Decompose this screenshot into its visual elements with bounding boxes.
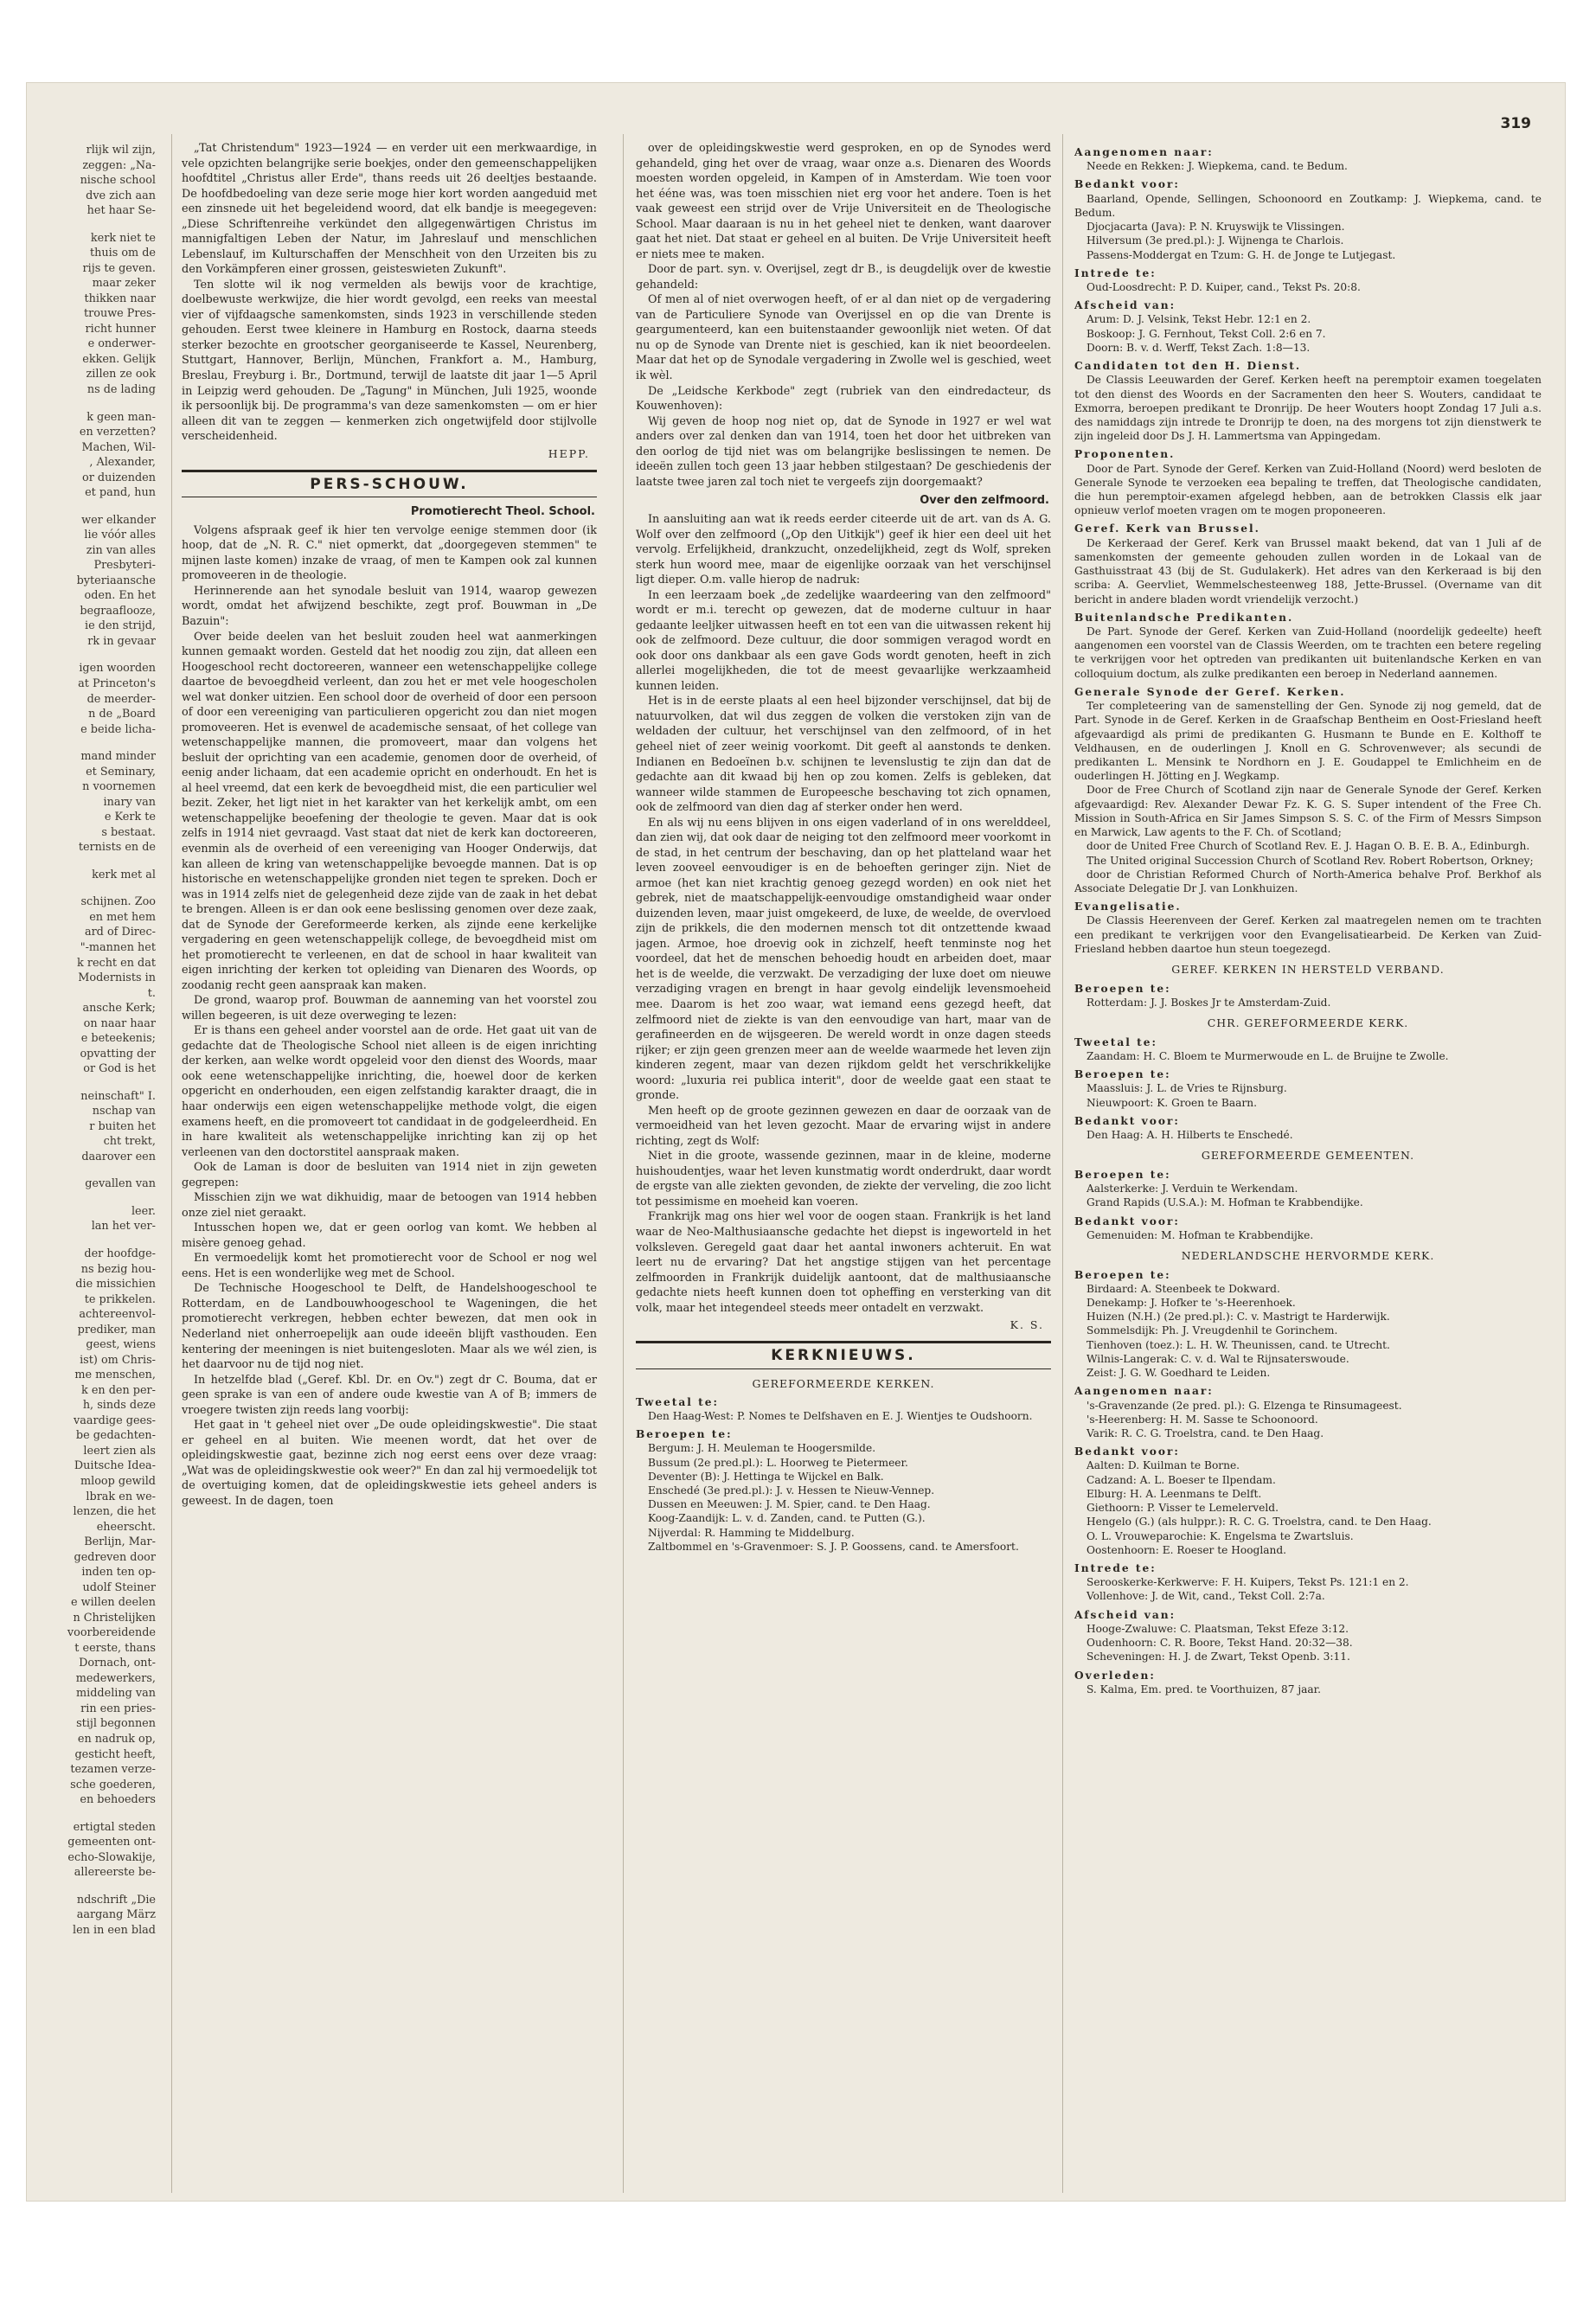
entry: Wilnis-Langerak: C. v. d. Wal te Rijnsaterswoude.	[1086, 1352, 1349, 1365]
margin-fragment: be gedachten-	[75, 1429, 156, 1443]
margin-fragment	[26, 1192, 156, 1204]
margin-fragment: lbrak en we-	[86, 1490, 156, 1503]
label-bedankt: Bedankt voor:	[1074, 1445, 1180, 1458]
margin-fragment: ertigtal steden	[73, 1820, 156, 1834]
margin-fragment: Duitsche Idea-	[74, 1459, 156, 1473]
margin-fragment	[26, 856, 156, 868]
margin-fragment: , Alexander,	[89, 456, 156, 470]
margin-fragment	[26, 1077, 156, 1089]
margin-fragment	[26, 1808, 156, 1820]
margin-fragment: nische school	[80, 174, 156, 188]
paragraph: Niet in die groote, wassende gezinnen, maar in de kleine, moderne huishoudentjes, waar het leven kunstmatig wordt onderdrukt, daar wordt de ergste van alle ziekten gevonden, de ziekte der verveling, die zoo licht tot pessimisme en moeheid kan voeren.	[636, 1150, 1051, 1208]
paragraph: De grond, waarop prof. Bouwman de aanneming van het voorstel zou willen begeeren, is uit deze overweging te lezen:	[182, 994, 597, 1022]
margin-fragment: thikken naar	[84, 292, 156, 305]
paragraph: De Technische Hoogeschool te Delft, de Handelshoogeschool te Rotterdam, en de Landbouwhoogeschool te Wageningen, die het promotierecht verkregen, hebben echter bewezen, dat men ook in Nederland niet onherroepelijk aan oude ideeën blijft vasthouden. Een kentering der meeningen is niet buitengesloten. Maar als we wél zien, is het daarvoor nu de tijd nog niet.	[182, 1282, 597, 1372]
margin-fragment: or God is het	[83, 1062, 156, 1076]
entry: Zeist: J. G. W. Goedhard te Leiden.	[1086, 1367, 1271, 1380]
margin-fragment: tezamen verze-	[70, 1763, 156, 1777]
margin-fragment: sche goederen,	[70, 1778, 156, 1791]
margin-fragment: echo-Slowakije,	[67, 1850, 156, 1864]
entry: Zaandam: H. C. Bloem te Murmerwoude en L. de Bruijne te Zwolle.	[1086, 1049, 1449, 1062]
margin-fragment: e beteekenis;	[80, 1032, 156, 1046]
margin-fragment: aargang März	[76, 1908, 156, 1922]
margin-fragment: prediker, man	[77, 1323, 156, 1336]
margin-fragment: stijl begonnen	[76, 1717, 156, 1731]
margin-fragment: vaardige gees-	[74, 1413, 156, 1427]
margin-fragment: h, sinds deze	[82, 1399, 156, 1413]
label-evangelisatie: Evangelisatie.	[1074, 901, 1182, 913]
entry: Giethoorn: P. Visser te Lemelerveld.	[1086, 1502, 1279, 1515]
margin-fragment: zin van alles	[86, 543, 156, 557]
margin-fragment	[26, 649, 156, 661]
entry: 's-Heerenberg: H. M. Sasse te Schoonoord.	[1086, 1413, 1318, 1426]
notice: Ter completeering van de samenstelling der Gen. Synode zij nog gemeld, dat de Part. Synode in de Geref. Kerken in de Graafschap Bentheim en Oost-Friesland heeft afgevaardigd als primi de predikanten G. Husmann te Bunde en E. Kolthoff te Veldhausen, en de ouderlingen J. Knoll en G. Schrovenwever; als secundi de predikanten L. Mensink te Nordhorn en J. E. Goudappel te Emlichheim en de ouderlingen H. Jötting en J. Wegkamp.	[1074, 700, 1542, 783]
margin-fragment: at Princeton's	[78, 677, 156, 690]
entry: Denekamp: J. Hofker te 's-Heerenhoek.	[1086, 1297, 1296, 1310]
entry: Serooskerke-Kerkwerve: F. H. Kuipers, Tekst Ps. 121:1 en 2.	[1086, 1576, 1409, 1589]
nhk-aangenomen-list	[1074, 1399, 1542, 1441]
margin-fragment: dve zich aan	[86, 189, 156, 202]
column-2	[636, 82, 1051, 2202]
article-continuation	[636, 141, 1051, 490]
margin-fragment: et pand, hun	[85, 486, 156, 500]
label-intrede: Intrede te:	[1074, 1561, 1157, 1574]
entry: Rotterdam: J. J. Boskes Jr te Amsterdam-Zuid.	[1086, 996, 1331, 1009]
margin-fragment: k recht en dat	[77, 956, 156, 970]
paragraph: En als wij nu eens blijven in ons eigen vaderland of in ons werelddeel, dan zien wij, dat ook daar de neiging tot den zelfmoord meer voorkomt in de stad, in het centrum der beschaving, dan op het platteland waar het leven zooveel eenvoudiger is en de behoeften geringer zijn. Niet de armoe (het kan niet krachtig genoeg gezegd worden) en ook niet het gebrek, niet de maatschappelijk-eenvoudige omstandigheid waar onder duizenden leven, maar juist omgekeerd, de luxe, de weelde, de overvloed zijn de prikkels, die den modernen mensch tot dit ontzettende kwaad jagen. Armoe, hoe droevig ook in zichzelf, heeft tenminste nog het voordeel, dat het de menschen behoedig houdt en arbeiden doet, maar het is de weelde, die verzwakt. De verzadiging der luxe doet om nieuwe verzadiging vragen en brengt in haar gevolg eindelijk levensmoeheid mee. Daarom is het zoo waar, wat iemand eens gezegd heeft, dat zelfmoord niet de ziekte is van den eenvoudige van hart, maar van de gerafineerden en de wijsgeeren. De wereld wordt in onze dagen steeds rijker; er zijn geen grenzen meer aan de weelde waarmede het leven zijn kinderen zegent, maar van dezen rijkdom geldt het verschrikkelijke woord: „luxuria rei publica interit", door de weelde gaat een staat te gronde.	[636, 816, 1051, 1103]
newspaper-page	[26, 82, 1566, 2202]
label-buitenlandsche: Buitenlandsche Predikanten.	[1074, 611, 1294, 624]
paragraph: Het gaat in 't geheel niet over „De oude opleidingskwestie". Die staat er geheel en al buiten. Wie meenen wordt, dat het over de opleidingskwestie gaat, bezinne zich nog eerst eens over deze vraag: „Wat was de opleidingskwestie ook weer?" En dan zal hij vermoedelijk tot de overtuiging komen, dat de opleidingskwestie iets geheel anders is geweest. In de dagen, toen	[182, 1419, 597, 1508]
label-tweetal: Tweetal te:	[1074, 1035, 1158, 1048]
label-candidaten: Candidaten tot den H. Dienst.	[1074, 360, 1302, 373]
margin-fragment: het haar Se-	[87, 204, 156, 218]
paragraph: Frankrijk mag ons hier wel voor de oogen staan. Frankrijk is het land waar de Neo-Malthusiaansche gedachte het diepst is ingeworteld in het volksleven. Geregeld gaat daar het aantal inwoners achteruit. En wat leert nu de ervaring? Dat het angstige stijgen van het percentage zelfmoorden in Frankrijk duidelijk aantoont, dat de malthusiaansche gedachte niets heeft kunnen doen tot opheffing en versterking van dit volk, maar het integendeel steeds meer ontadelt en verzwakt.	[636, 1210, 1051, 1315]
margin-fragment: geest, wiens	[86, 1338, 156, 1352]
entry: Neede en Rekken: J. Wiepkema, cand. te Bedum.	[1086, 160, 1348, 173]
margin-fragment: schijnen. Zoo	[80, 895, 156, 909]
label-afscheid: Afscheid van:	[1074, 299, 1176, 312]
label-generale-synode: Generale Synode der Geref. Kerken.	[1074, 685, 1346, 698]
margin-fragment: gedreven door	[74, 1550, 156, 1564]
entry: Maassluis: J. L. de Vries te Rijnsburg.	[1086, 1082, 1287, 1095]
margin-fragment: opvatting der	[80, 1047, 156, 1061]
label-proponenten: Proponenten.	[1074, 448, 1176, 461]
beroepen-list	[636, 1441, 1051, 1554]
margin-fragment: ist) om Chris-	[80, 1353, 156, 1367]
entry: Arum: D. J. Velsink, Tekst Hebr. 12:1 en 2.	[1086, 313, 1311, 326]
margin-fragment: ndschrift „Die	[76, 1893, 156, 1907]
label-aangenomen: Aangenomen naar:	[1074, 1385, 1214, 1398]
entry: Aalten: D. Kuilman te Borne.	[1086, 1459, 1240, 1472]
margin-fragment: on naar haar	[83, 1016, 156, 1030]
heading-chr-geref-kerk: CHR. GEREFORMEERDE KERK.	[1207, 1016, 1409, 1030]
margin-fragment: k en den per-	[81, 1383, 156, 1397]
nhk-afscheid-list	[1074, 1622, 1542, 1664]
margin-fragment: t.	[147, 986, 156, 1000]
heading-ned-herv-kerk: NEDERLANDSCHE HERVORMDE KERK.	[1181, 1248, 1435, 1262]
paragraph: Er is thans een geheel ander voorstel aan de orde. Het gaat uit van de gedachte dat de Theologische School niet alleen is de eigen inrichting der kerken, aan welke wordt opgeleid voor den dienst des Woords, maar ook eene wetenschappelijke inrichting, die, hoewel door de kerken opgericht en onderhouden, een eigen zelfstandig karakter draagt, die in haar onderwijs een eigen wetenschappelijke methode volgt, die eigen examens heeft, en die promoveert tot candidaat in de godgeleerdheid. En in hare kwaliteit als wetenschappelijke inrichting kan zij op het verleenen van den doctorstitel aanspraak maken.	[182, 1024, 597, 1159]
paragraph: over de opleidingskwestie werd gesproken, en op de Synodes werd gehandeld, ging het over de vraag, waar onze a.s. Dienaren des Woords moesten worden opgeleid, in Kampen of in Amsterdam. Wie toen voor het ééne was, was toen misschien niet erg voor het andere. Toen is het vaak geweest een strijd over de Vrije Universiteit en de Theologische School. Maar daaraan is nu in het geheel niet te denken, want daarover gaat het niet. Dat staat er geheel en al buiten. De Vrije Universiteit heeft er niets mee te maken.	[636, 142, 1051, 261]
margin-fragment: rin een pries-	[80, 1702, 156, 1715]
label-beroepen: Beroepen te:	[1074, 1268, 1171, 1281]
margin-fragment: leer.	[131, 1204, 156, 1218]
margin-fragment: inden ten op-	[81, 1566, 156, 1580]
paragraph: Herinnerende aan het synodale besluit van 1914, waarop gewezen wordt, omdat het afwijzend beschikte, zegt prof. Bouwman in „De Bazuin":	[182, 584, 597, 629]
notice: De Part. Synode der Geref. Kerken van Zuid-Holland (noordelijk gedeelte) heeft aangenomen een voorstel van de Classis Weerden, om te trachten een betere regeling te verkrijgen voor het optreden van predikanten uit buitenlandsche Kerken en van colloquium doctum, als zulke predikanten een beroep in Nederland aannemen.	[1074, 625, 1542, 680]
article-continuation	[182, 141, 597, 445]
margin-fragment: eheerscht.	[96, 1520, 156, 1534]
margin-fragment: igen woorden	[79, 662, 156, 676]
label-beroepen: Beroepen te:	[1074, 1168, 1171, 1181]
label-bedankt: Bedankt voor:	[1074, 1215, 1180, 1227]
margin-fragment: e Kerk te	[104, 811, 156, 824]
column-1	[182, 82, 597, 2202]
notice: De Classis Leeuwarden der Geref. Kerken heeft na peremptoir examen toegelaten tot den dienst des Woords en der Sacramenten den heer S. Wouters, candidaat te Exmorra, beroepen predikant te Dronrijp. De heer Wouters hoopt Zondag 17 Juli a.s. des namiddags zijn intrede te Dronrijp te doen, na des morgens tot zijn dienstwerk te zijn ingeleid door Ds J. H. Lammertsma van Appingedam.	[1074, 374, 1542, 443]
margin-fragment: rlijk wil zijn,	[86, 144, 156, 157]
notice: Door de Part. Synode der Geref. Kerken van Zuid-Holland (Noord) werd besloten de Generale Synode te verzoeken eea bepaling te treffen, dat Theologische candidaten, die hun peremptoir-examen afgelegd hebben, aan de betrokken Classis elk jaar opnieuw verlof moeten vragen om te mogen proponeeren.	[1074, 462, 1542, 517]
entry: Hengelo (G.) (als hulppr.): R. C. G. Troelstra, cand. te Den Haag.	[1086, 1516, 1432, 1529]
gem-beroepen-list	[1074, 1182, 1542, 1209]
margin-fragment	[26, 398, 156, 410]
entry: Den Haag: A. H. Hilberts te Enschedé.	[1086, 1129, 1293, 1142]
entry: Aalsterkerke: J. Verduin te Werkendam.	[1086, 1183, 1298, 1195]
notice: The United original Succession Church of Scotland Rev. Robert Robertson, Orkney;	[1086, 854, 1534, 867]
article-body-zelfmoord	[636, 512, 1051, 1316]
margin-fragment: neinschaft" I.	[80, 1089, 156, 1103]
margin-fragment: or duizenden	[82, 471, 156, 484]
margin-fragment: Presbyteri-	[93, 559, 156, 573]
entry: Oostenhoorn: E. Roeser te Hoogland.	[1086, 1543, 1287, 1556]
paragraph: Wij geven de hoop nog niet op, dat de Synode in 1927 er wel wat anders over zal denken dan van 1914, toen het door het uitbreken van den oorlog de tijd niet was om belangrijke beslissingen te nemen. De ideeën zullen toch geen 13 jaar hebben stilgestaan? De geschiedenis der laatste twee jaren zal toch niet te vergeefs zijn doorgemaakt?	[636, 414, 1051, 489]
label-aangenomen: Aangenomen naar:	[1074, 146, 1214, 158]
margin-fragment	[26, 501, 156, 513]
section-title-pers-schouw: PERS-SCHOUW.	[182, 470, 597, 497]
entry: 's-Gravenzande (2e pred. pl.): G. Elzenga te Rinsumageest.	[1086, 1399, 1402, 1412]
margin-fragment: oden. En het	[84, 589, 156, 603]
paragraph: En vermoedelijk komt het promotierecht voor de School er nog wel eens. Het is een wonderlijke weg met de School.	[182, 1252, 597, 1280]
paragraph: Ook de Laman is door de besluiten van 1914 niet in zijn geweten gegrepen:	[182, 1161, 597, 1189]
entry: Vollenhove: J. de Wit, cand., Tekst Coll. 2:7a.	[1086, 1590, 1325, 1603]
margin-fragment: byteriaansche	[76, 574, 156, 587]
margin-fragment: en met hem	[89, 910, 156, 924]
margin-fragment: e willen deelen	[70, 1596, 156, 1610]
margin-fragment: zillen ze ook	[86, 368, 156, 381]
paragraph: Over beide deelen van het besluit zouden heel wat aanmerkingen kunnen gemaakt worden. Gesteld dat het noodig zou zijn, dat alleen een Hoogeschool recht doctoreeren, wanneer een wetenschappelijke college daartoe de bevoegdheid verleent, dan zou het er met vele hoogescholen wel wat donker uitzien. Een school door de overheid of door een persoon of door een vereeniging van particulieren opgericht zou dan niet mogen promoveeren. Het is evenwel de academische sensaat, of het college van wetenschappelijke mannen, die promoveert, maar dan volgens het besluit der oprichting van een academie, genomen door de overheid, of eenig ander lichaam, dat een academie opricht en onderhoudt. En het is al heel vreemd, dat een kerk de bevoegdheid mist, die een particulier wel bezit. Zeker, het ligt niet in het karakter van het kerkelijk ambt, om een wetenschappelijke beoefening der theologie te geven. Maar dat is ook zelfs in 1914 niet gevraagd. Vast staat dat niet de kerk kan doctoreeren, evenmin als de overheid of een vereeniging van Hooger Onderwijs, dat kan alleen de kring van wetenschappelijke bevoegde mannen. Dat is op historische en wetenschappelijke gronden niet tegen te spreken. Doch er was in 1914 zelfs niet de gelegenheid deze zijde van de zaak in het debat te brengen. Alleen is er dan ook eene beslissing genomen over deze zaak, dat de Synode der Gereformeerde kerken, als zijnde eene kerkelijke vergadering en geen wetenschappelijk college, de bevoegdheid mist om het promotierecht te verleenen, en dat de school in haar kwaliteit van eigen inrichting der kerken tot opleiding van Dienaren des Woords, op zoodanig recht geen aanspraak kan maken.	[182, 630, 597, 992]
column-rule	[1062, 134, 1063, 2193]
margin-fragment: me menschen,	[74, 1368, 156, 1382]
margin-fragment: Modernists in	[78, 971, 156, 985]
paragraph: Men heeft op de groote gezinnen gewezen en daar de oorzaak van de vermoeidheid van het leven gezocht. Maar de ervaring wijst in andere richting, zegt ds Wolf:	[636, 1104, 1051, 1148]
margin-fragment: voorbereidende	[67, 1626, 156, 1640]
notice: De Kerkeraad der Geref. Kerk van Brussel maakt bekend, dat van 1 Juli af de samenkomsten der gemeente gehouden zullen worden in de Lokaal van de Gasthuisstraat 43 (bij de St. Gudulakerk). Het adres van den Kerkeraad is bij den scriba: A. Geervliet, Wemmelschesteenweg 188, Jette-Brussel. (Overname van dit bericht in andere bladen wordt vriendelijk verzocht.)	[1074, 536, 1542, 606]
entry: O. L. Vrouweparochie: K. Engelsma te Zwartsluis.	[1086, 1529, 1354, 1542]
label-tweetal: Tweetal te:	[636, 1395, 720, 1408]
margin-fragment: maar zeker	[92, 277, 156, 291]
margin-fragment: e onderwer-	[87, 337, 156, 351]
paragraph: Den Haag-West: P. Nomes te Delfshaven en E. J. Wientjes te Oudshoorn.	[648, 1409, 1033, 1422]
margin-fragment: Berlijn, Mar-	[84, 1535, 156, 1549]
paragraph: Het is in de eerste plaats al een heel bijzonder verschijnsel, dat bij de natuurvolken, dat wil dus zeggen de volken die verstoken zijn van de weldaden der cultuur, het verschijnsel van den zelfmoord, of in het geheel niet of zeer weinig voorkomt. Dit geeft al aanstonds te denken. Indianen en Bedoeïnen b.v. schijnen te levenslustig te zijn dan dat de gedachte aan dit kwaad bij hen op zou komen. Zelfs is gebleken, dat wanneer wilde stammen de Europeesche beschaving tot zich opnamen, ook de zelfmoord van dien dag af sterker onder hen werd.	[636, 695, 1051, 815]
entry: S. Kalma, Em. pred. te Voorthuizen, 87 jaar.	[1086, 1682, 1322, 1695]
margin-fragment: len in een blad	[73, 1923, 156, 1937]
margin-fragment: achtereenvol-	[79, 1308, 156, 1322]
entry: Huizen (N.H.) (2e pred.pl.): C. v. Mastrigt te Harderwijk.	[1086, 1311, 1390, 1324]
column-rule	[171, 134, 172, 2193]
paragraph: Door de part. syn. v. Overijsel, zegt dr B., is deugdelijk over de kwestie gehandeld:	[636, 263, 1051, 292]
margin-fragment: allereerste be-	[74, 1866, 156, 1880]
entry: Hilversum (3e pred.pl.): J. Wijnenga te Charlois.	[1086, 234, 1344, 247]
margin-fragment: mand minder	[80, 750, 156, 764]
margin-fragment: zeggen: „Na-	[82, 158, 156, 172]
margin-fragment: e beide licha-	[80, 722, 156, 736]
nhk-beroepen-list	[1074, 1282, 1542, 1381]
label-intrede: Intrede te:	[1074, 266, 1157, 279]
margin-fragment: inary van	[103, 795, 156, 809]
label-beroepen: Beroepen te:	[1074, 982, 1171, 995]
notice: De Classis Heerenveen der Geref. Kerken zal maatregelen nemen om te trachten een predikant te verkrijgen voor den Evangelisatiearbeid. De Kerken van Zuid-Friesland hebben daartoe hun steun toegezegd.	[1074, 914, 1542, 955]
margin-fragment: kerk niet te	[90, 231, 156, 245]
margin-fragment: Dornach, ont-	[79, 1657, 156, 1670]
entry: Tienhoven (toez.): L. H. W. Theunissen, cand. te Utrecht.	[1086, 1338, 1390, 1351]
entry: Nieuwpoort: K. Groen te Baarn.	[1086, 1096, 1257, 1109]
entry: Doorn: B. v. d. Werff, Tekst Zach. 1:8—13.	[1086, 341, 1311, 354]
margin-fragment: et Seminary,	[86, 765, 156, 779]
entry: Boskoop: J. G. Fernhout, Tekst Coll. 2:6 en 7.	[1086, 327, 1326, 340]
paragraph: Volgens afspraak geef ik hier ten vervolge eenige stemmen door (ik hoop, dat de „N. R. C." niet opmerkt, dat „doorgegeven stemmen" te mijnen laste komen) inzake de vraag, of men te Kampen ook zal kunnen promoveeren in de theologie.	[182, 523, 597, 583]
margin-fragment: en verzetten?	[79, 426, 156, 439]
margin-fragment: wer elkander	[81, 513, 156, 527]
page-number: 319	[1500, 115, 1531, 132]
paragraph: Ten slotte wil ik nog vermelden als bewijs voor de krachtige, doelbewuste werkwijze, die hier wordt gevolgd, een reeks van meestal vier of vijfdaagsche samenkomsten, sinds 1923 in verschillende steden gehouden. Eerst twee kleinere in Hamburg en Rostock, daarna steeds sterker bezochte en grootscher georganiseerde te Kassel, Neurenberg, Stuttgart, Hannover, Berlijn, München, Frankfort a. M., Hamburg, Breslau, Freyburg i. Br., Dortmund, terwijl de laatste dit jaar 1—5 April in Leipzig werd gehouden. De „Tagung" in München, Juli 1925, woonde ik persoonlijk bij. De programma's van deze samenkomsten — om er hier alleen dit van te zeggen — kenmerken zich ongetwijfeld door stijlvolle verscheidenheid.	[182, 278, 597, 444]
paragraph: Misschien zijn we wat dikhuidig, maar de betoogen van 1914 hebben onze ziel niet geraakt.	[182, 1191, 597, 1220]
margin-fragment: mloop gewild	[80, 1474, 156, 1488]
column-rule	[623, 134, 624, 2193]
entry: Birdaard: A. Steenbeek te Dokward.	[1086, 1282, 1280, 1295]
label-beroepen: Beroepen te:	[636, 1428, 733, 1441]
margin-fragment: richt hunner	[85, 322, 156, 336]
margin-fragment: der hoofdge-	[84, 1247, 156, 1260]
margin-fragment: leert zien als	[83, 1444, 156, 1458]
chr-beroepen-list	[1074, 1081, 1542, 1109]
paragraph: In een leerzaam boek „de zedelijke waardeering van den zelfmoord" wordt er m.i. terecht op gewezen, dat de moderne cultuur in haar gedaante leeljker uitwassen heeft en tot een van die uitwassen rekent hij ook de zelfmoord. Deze cultuur, die door sommigen veragod wordt en ook door ons dankbaar als een gave Gods wordt genoten, heeft in zich allerlei mogelijkheden, die tot de meest gevaarlijke werkzaamheid kunnen leiden.	[636, 588, 1051, 693]
entry: Grand Rapids (U.S.A.): M. Hofman te Krabbendijke.	[1086, 1196, 1363, 1209]
article-title-promotierecht: Promotierecht Theol. School.	[410, 505, 595, 519]
signature-hepp: HEPP.	[548, 446, 590, 460]
entry: Baarland, Opende, Sellingen, Schoonoord en Zoutkamp: J. Wiepkema, cand. te Bedum.	[1074, 192, 1542, 219]
paragraph: Zaltbommel en 's-Gravenmoer: S. J. P. Goossens, cand. te Amersfoort.	[648, 1540, 1019, 1553]
margin-fragment: n Christelijken	[73, 1611, 156, 1625]
signature-ks: K. S.	[1010, 1318, 1044, 1332]
margin-fragment: rijs te geven.	[82, 261, 156, 275]
margin-fragment: gesticht heeft,	[74, 1747, 156, 1761]
heading-hersteld-verband: GEREF. KERKEN IN HERSTELD VERBAND.	[1171, 963, 1445, 977]
paragraph: Intusschen hopen we, dat er geen oorlog van komt. We hebben al misère genoeg gehad.	[182, 1221, 597, 1250]
margin-fragment: en behoeders	[80, 1793, 156, 1807]
paragraph: Dussen en Meeuwen: J. M. Spier, cand. te Den Haag.	[648, 1498, 931, 1511]
margin-fragment: te prikkelen.	[84, 1292, 156, 1306]
margin-fragment: nschap van	[92, 1105, 156, 1118]
margin-fragment: "-mannen het	[80, 940, 156, 954]
margin-fragment: lan het ver-	[91, 1220, 156, 1234]
entry: Passens-Moddergat en Tzum: G. H. de Jonge te Lutjegast.	[1086, 248, 1396, 261]
nhk-intrede-list	[1074, 1575, 1542, 1603]
margin-fragment: ard of Direc-	[84, 926, 156, 939]
margin-fragment: r buiten het	[89, 1119, 156, 1133]
afscheid-list	[1074, 312, 1542, 355]
margin-fragment: rk in gevaar	[87, 634, 156, 648]
paragraph: Enschedé (3e pred.pl.): J. v. Hessen te Nieuw-Vennep.	[648, 1484, 935, 1497]
margin-fragment: lie vóór alles	[84, 529, 156, 542]
margin-fragment: trouwe Pres-	[84, 307, 156, 321]
paragraph: Koog-Zaandijk: L. v. d. Zanden, cand. te Putten (G.).	[648, 1512, 926, 1525]
margin-fragment: die missichien	[75, 1278, 156, 1292]
margin-fragment: ansche Kerk;	[82, 1002, 156, 1016]
margin-fragment: ekken. Gelijk	[82, 352, 156, 366]
entry: Sommelsdijk: Ph. J. Vreugdenhil te Gorinchem.	[1086, 1324, 1338, 1337]
paragraph: In hetzelfde blad („Geref. Kbl. Dr. en Ov.") zegt dr C. Bouma, dat er geen sprake is van een of andere oude kwestie van A of B; immers de vroegere twisten zijn reeds lang voorbij:	[182, 1373, 597, 1417]
label-overleden: Overleden:	[1074, 1669, 1156, 1682]
entry: Varik: R. C. G. Troelstra, cand. te Den Haag.	[1086, 1427, 1324, 1439]
margin-fragment	[26, 1234, 156, 1247]
entry: Scheveningen: H. J. de Zwart, Tekst Openb. 3:11.	[1086, 1650, 1350, 1663]
label-bedankt: Bedankt voor:	[1074, 1114, 1180, 1127]
margin-fragment: t eerste, thans	[74, 1641, 156, 1655]
entry: Oud-Loosdrecht: P. D. Kuiper, cand., Tekst Ps. 20:8.	[1086, 280, 1361, 293]
notice: Door de Free Church of Scotland zijn naar de Generale Synode der Geref. Kerken afgevaardigd: Rev. Alexander Dewar Fz. K. G. S. Super intendent of the Free Ch. Mission in South-Africa en Sir James Simpson S. S. C. of the Firm of Messrs Simpson en Marwick, Law agents to the F. Ch. of Scotland;	[1074, 784, 1542, 839]
entry: Djocjacarta (Java): P. N. Kruyswijk te Vlissingen.	[1086, 221, 1345, 234]
paragraph: „Tat Christendum" 1923—1924 — en verder uit een merkwaardige, in vele opzichten belangrijke serie boekjes, onder den gemeenschappelijken hoofdtitel „Christus aller Erde", thans reeds uit 26 deeltjes bestaande. De hoofdbedoeling van deze serie moge hier kort worden aangeduid met een zinsnede uit het begeleidend woord, dat elk bandje is meegegeven: „Diese Schriftenreihe verkündet den allgegenwärtigen Christus im mannigfaltigen Leben der Natur, im Jahreslauf und menschlichen Lebenslauf, im Kulturschaffen der Menschheit von den Urzeiten bis zu den Vorkämpferen einer grossen, geisteswieten Zukunft".	[182, 142, 597, 277]
column-3	[1074, 82, 1542, 2202]
entry: Gemenuiden: M. Hofman te Krabbendijke.	[1086, 1228, 1314, 1241]
article-title-zelfmoord: Over den zelfmoord.	[920, 494, 1049, 508]
label-beroepen: Beroepen te:	[1074, 1068, 1171, 1081]
margin-fragment	[26, 1881, 156, 1893]
paragraph: De „Leidsche Kerkbode" zegt (rubriek van den eindredacteur, ds Kouwenhoven):	[636, 384, 1051, 413]
section-title-kerknieuws: KERKNIEUWS.	[636, 1341, 1051, 1368]
margin-fragment	[26, 1164, 156, 1176]
margin-fragment: Machen, Wil-	[81, 440, 156, 454]
paragraph: Bussum (2e pred.pl.): L. Hoorweg te Pietermeer.	[648, 1456, 908, 1469]
paragraph: Nijverdal: R. Hamming te Middelburg.	[648, 1526, 855, 1539]
margin-fragment: gevallen van	[85, 1177, 156, 1191]
article-body-promotierecht	[182, 523, 597, 1509]
margin-fragment	[26, 882, 156, 894]
nhk-bedankt-list	[1074, 1458, 1542, 1557]
margin-fragment: kerk met al	[92, 868, 156, 881]
margin-fragment: n de „Board	[88, 708, 156, 721]
margin-fragment: en nadruk op,	[77, 1733, 156, 1746]
margin-fragment: n voornemen	[82, 780, 156, 794]
notice: door de Christian Reformed Church of North-America behalve Prof. Berkhof als Associate Delegatie Dr J. van Lonkhuizen.	[1074, 868, 1542, 894]
margin-fragment: de meerder-	[87, 692, 156, 706]
entry: Elburg: H. A. Leenmans te Delft.	[1086, 1487, 1262, 1500]
label-afscheid: Afscheid van:	[1074, 1608, 1176, 1621]
margin-fragment: udolf Steiner	[82, 1580, 156, 1594]
margin-fragment: ternists en de	[78, 841, 156, 855]
entry: Oudenhoorn: C. R. Boore, Tekst Hand. 20:32—38.	[1086, 1637, 1353, 1650]
cut-off-margin-column	[26, 82, 156, 2202]
margin-fragment: ns de lading	[87, 382, 156, 396]
label-brussel: Geref. Kerk van Brussel.	[1074, 522, 1260, 535]
paragraph: In aansluiting aan wat ik reeds eerder citeerde uit de art. van ds A. G. Wolf over den zelfmoord („Op den Uitkijk") geef ik hier een deel uit het vervolg. Erfelijkheid, drankzucht, onzedelijkheid, zegt ds Wolf, spreken sterk hun woord mee, maar de eigenlijke oorzaak van het verschijnsel ligt dieper. O.m. valle hierop de nadruk:	[636, 513, 1051, 587]
margin-fragment: ns bezig hou-	[80, 1262, 156, 1276]
margin-fragment: s bestaat.	[101, 825, 156, 839]
margin-fragment: cht trekt,	[103, 1135, 156, 1149]
tweetal-list	[636, 1409, 1051, 1423]
subsection-gereformeerde-kerken: GEREFORMEERDE KERKEN.	[752, 1376, 935, 1390]
margin-fragment: medewerkers,	[75, 1671, 156, 1685]
margin-fragment: lenzen, die het	[73, 1505, 156, 1519]
margin-fragment: daarover een	[81, 1150, 156, 1163]
paragraph: Bergum: J. H. Meuleman te Hoogersmilde.	[648, 1442, 876, 1455]
heading-geref-gemeenten: GEREFORMEERDE GEMEENTEN.	[1201, 1149, 1415, 1163]
margin-fragment	[26, 737, 156, 749]
notice: door de United Free Church of Scotland Rev. E. J. Hagan O. B. E. B. A., Edinburgh.	[1086, 840, 1530, 853]
margin-fragment: thuis om de	[89, 247, 156, 260]
margin-fragment: ie den strijd,	[85, 619, 156, 633]
paragraph: Deventer (B): J. Hettinga te Wijckel en Balk.	[648, 1470, 884, 1483]
margin-fragment	[26, 219, 156, 231]
entry: Hooge-Zwaluwe: C. Plaatsman, Tekst Efeze 3:12.	[1086, 1622, 1349, 1635]
paragraph: Of men al of niet overwogen heeft, of er al dan niet op de vergadering van de Particuliere Synode van Overijssel en op die van Drente is geargumenteerd, kan een buitenstaander gewoonlijk niet weten. Of dat nu op de Synode van Drente niet is geschied, kan ik niet beoordeelen. Maar dat het op de Synodale vergadering in Zwolle wel is geschied, weet ik wèl.	[636, 293, 1051, 382]
margin-fragment: begraaflooze,	[80, 604, 156, 618]
label-bedankt: Bedankt voor:	[1074, 178, 1180, 191]
margin-fragment: gemeenten ont-	[67, 1836, 156, 1849]
margin-fragment: middeling van	[76, 1687, 156, 1701]
entry: Cadzand: A. L. Boeser te Ilpendam.	[1086, 1473, 1276, 1486]
margin-fragment: k geen man-	[87, 410, 156, 424]
